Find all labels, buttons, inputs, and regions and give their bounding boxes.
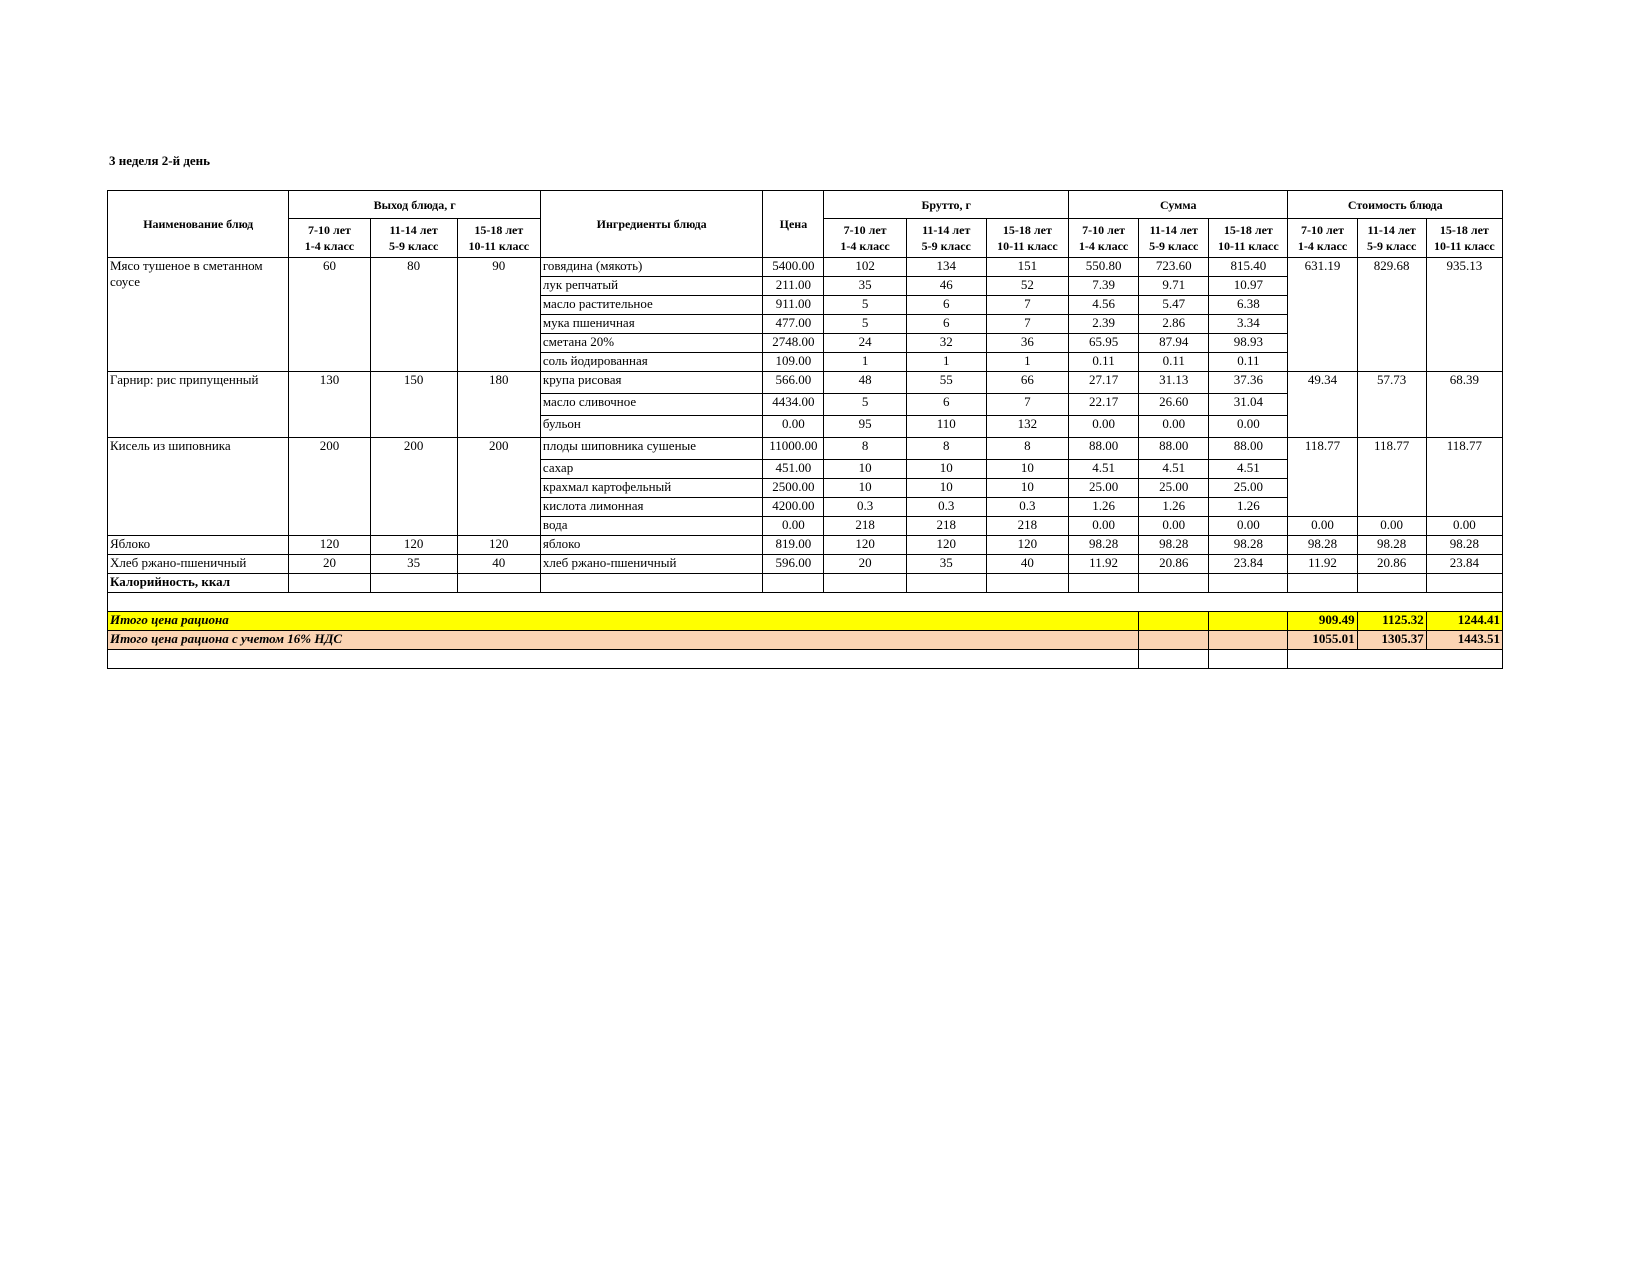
- header-age-group: [906, 219, 986, 258]
- ingredient-name: соль йодированная: [540, 353, 762, 372]
- total-row-value: 1244.41: [1426, 612, 1502, 631]
- dish-yield: 200: [457, 438, 540, 536]
- header-grade: 10-11 класс: [997, 239, 1058, 253]
- header-grade: 10-11 класс: [468, 239, 530, 253]
- header-age-group: [457, 219, 540, 258]
- dish-cost: 118.77: [1288, 438, 1357, 517]
- ingredient-price: 5400.00: [763, 258, 824, 277]
- ingredient-sum: 65.95: [1069, 334, 1139, 353]
- header-age-group: [986, 219, 1068, 258]
- ingredient-sum: 31.04: [1209, 394, 1288, 416]
- ingredient-sum: 0.00: [1069, 416, 1139, 438]
- spacer-row: [108, 593, 1503, 612]
- ingredient-sum: 0.00: [1209, 416, 1288, 438]
- empty-cell: [1288, 574, 1357, 593]
- menu-table: [107, 190, 1503, 669]
- dish-cost: 0.00: [1357, 517, 1426, 536]
- ingredient-name: лук репчатый: [540, 277, 762, 296]
- dish-cost: 11.92: [1288, 555, 1357, 574]
- dish-yield: 35: [370, 555, 457, 574]
- ingredient-sum: 550.80: [1069, 258, 1139, 277]
- empty-cell: [1426, 574, 1502, 593]
- ingredient-name: хлеб ржано-пшеничный: [540, 555, 762, 574]
- empty-cell: [457, 574, 540, 593]
- dish-name: Яблоко: [108, 536, 289, 555]
- dish-yield: 40: [457, 555, 540, 574]
- ingredient-gross: 36: [986, 334, 1068, 353]
- empty-cell: [1139, 631, 1209, 650]
- ingredient-sum: 5.47: [1139, 296, 1209, 315]
- header-dish-name: Наименование блюд: [108, 191, 289, 258]
- dish-cost: 57.73: [1357, 372, 1426, 438]
- ingredient-gross: 1: [986, 353, 1068, 372]
- header-age-group: [1069, 219, 1139, 258]
- empty-cell: [1209, 631, 1288, 650]
- ingredient-sum: 0.00: [1139, 416, 1209, 438]
- dish-cost: 829.68: [1357, 258, 1426, 372]
- ingredient-name: мука пшеничная: [540, 315, 762, 334]
- ingredient-gross: 46: [906, 277, 986, 296]
- dish-yield: 120: [370, 536, 457, 555]
- dish-name: Гарнир: рис припущенный: [108, 372, 289, 438]
- ingredient-name: яблоко: [540, 536, 762, 555]
- dish-yield: 20: [289, 555, 370, 574]
- ingredient-gross: 218: [824, 517, 906, 536]
- ingredient-gross: 55: [906, 372, 986, 394]
- ingredient-price: 596.00: [763, 555, 824, 574]
- ingredient-sum: 27.17: [1069, 372, 1139, 394]
- vat-total-row-label: Итого цена рациона с учетом 16% НДС: [108, 631, 1139, 650]
- header-dish-cost: Стоимость блюда: [1288, 191, 1503, 219]
- ingredient-sum: 1.26: [1139, 498, 1209, 517]
- empty-cell: [540, 574, 762, 593]
- ingredient-gross: 8: [906, 438, 986, 460]
- ingredient-name: вода: [540, 517, 762, 536]
- page-title: 3 неделя 2-й день: [109, 153, 211, 168]
- header-age: 7-10 лет: [843, 223, 887, 237]
- dish-yield: 120: [289, 536, 370, 555]
- ingredient-sum: 25.00: [1139, 479, 1209, 498]
- dish-yield: 150: [370, 372, 457, 438]
- ingredient-sum: 25.00: [1069, 479, 1139, 498]
- header-age-group: [1139, 219, 1209, 258]
- vat-total-row-value: 1055.01: [1288, 631, 1357, 650]
- ingredient-sum: 22.17: [1069, 394, 1139, 416]
- dish-yield: 200: [289, 438, 370, 536]
- ingredient-sum: 0.11: [1209, 353, 1288, 372]
- ingredient-gross: 218: [906, 517, 986, 536]
- header-age: 11-14 лет: [922, 223, 971, 237]
- ingredient-sum: 37.36: [1209, 372, 1288, 394]
- empty-cell: [1139, 574, 1209, 593]
- ingredient-sum: 9.71: [1139, 277, 1209, 296]
- ingredient-gross: 134: [906, 258, 986, 277]
- ingredient-price: 2500.00: [763, 479, 824, 498]
- ingredient-gross: 48: [824, 372, 906, 394]
- ingredient-price: 566.00: [763, 372, 824, 394]
- header-price: Цена: [763, 191, 824, 258]
- header-grade: 10-11 класс: [1218, 239, 1279, 253]
- ingredient-name: масло сливочное: [540, 394, 762, 416]
- ingredient-sum: 98.93: [1209, 334, 1288, 353]
- vat-total-row: [108, 631, 1503, 650]
- empty-cell: [1139, 650, 1209, 669]
- header-grade: 5-9 класс: [388, 239, 439, 253]
- ingredient-sum: 11.92: [1069, 555, 1139, 574]
- ingredient-name: крахмал картофельный: [540, 479, 762, 498]
- ingredient-gross: 5: [824, 394, 906, 416]
- header-age-group: [289, 219, 370, 258]
- empty-cell: [763, 574, 824, 593]
- ingredient-gross: 218: [986, 517, 1068, 536]
- ingredient-gross: 10: [986, 479, 1068, 498]
- header-age-group: [824, 219, 906, 258]
- ingredient-price: 911.00: [763, 296, 824, 315]
- ingredient-gross: 5: [824, 296, 906, 315]
- ingredient-price: 819.00: [763, 536, 824, 555]
- ingredient-gross: 0.3: [906, 498, 986, 517]
- ingredient-gross: 35: [824, 277, 906, 296]
- ingredient-gross: 66: [986, 372, 1068, 394]
- header-age: 15-18 лет: [1439, 223, 1489, 237]
- dish-cost: 49.34: [1288, 372, 1357, 438]
- dish-cost: 23.84: [1426, 555, 1502, 574]
- empty-cell: [1069, 574, 1139, 593]
- ingredient-sum: 88.00: [1209, 438, 1288, 460]
- ingredient-gross: 1: [824, 353, 906, 372]
- dish-cost: 0.00: [1426, 517, 1502, 536]
- ingredient-gross: 32: [906, 334, 986, 353]
- ingredient-gross: 110: [906, 416, 986, 438]
- dish-name: Хлеб ржано-пшеничный: [108, 555, 289, 574]
- ingredient-gross: 0.3: [986, 498, 1068, 517]
- table-row: [108, 438, 1503, 460]
- ingredient-gross: 10: [986, 460, 1068, 479]
- total-row-value: 909.49: [1288, 612, 1357, 631]
- header-grade: 5-9 класс: [921, 239, 971, 253]
- table-row: [108, 536, 1503, 555]
- ingredient-name: масло растительное: [540, 296, 762, 315]
- ingredient-gross: 6: [906, 394, 986, 416]
- empty-cell: [986, 574, 1068, 593]
- ingredient-sum: 4.56: [1069, 296, 1139, 315]
- ingredient-name: говядина (мякоть): [540, 258, 762, 277]
- table-row: [108, 555, 1503, 574]
- ingredient-price: 4200.00: [763, 498, 824, 517]
- ingredient-gross: 120: [906, 536, 986, 555]
- ingredient-price: 0.00: [763, 416, 824, 438]
- dish-yield: 120: [457, 536, 540, 555]
- ingredient-price: 4434.00: [763, 394, 824, 416]
- ingredient-sum: 2.86: [1139, 315, 1209, 334]
- ingredient-name: бульон: [540, 416, 762, 438]
- empty-cell: [1209, 612, 1288, 631]
- header-grade: 1-4 класс: [1078, 239, 1129, 253]
- ingredient-gross: 8: [824, 438, 906, 460]
- ingredient-sum: 87.94: [1139, 334, 1209, 353]
- header-age: 7-10 лет: [1082, 223, 1126, 237]
- spacer-row: [108, 650, 1503, 669]
- ingredient-price: 211.00: [763, 277, 824, 296]
- ingredient-sum: 0.11: [1139, 353, 1209, 372]
- header-age: 7-10 лет: [307, 223, 351, 237]
- ingredient-gross: 6: [906, 296, 986, 315]
- ingredient-sum: 10.97: [1209, 277, 1288, 296]
- dish-yield: 180: [457, 372, 540, 438]
- dish-yield: 90: [457, 258, 540, 372]
- ingredient-gross: 10: [824, 479, 906, 498]
- header-age: 15-18 лет: [1223, 223, 1273, 237]
- dish-name: Мясо тушеное в сметанном соусе: [108, 258, 289, 372]
- header-grade: 1-4 класс: [1297, 239, 1348, 253]
- total-row-label: Итого цена рациона: [108, 612, 1139, 631]
- empty-cell: [1357, 574, 1426, 593]
- empty-cell: [108, 593, 1503, 612]
- ingredient-gross: 40: [986, 555, 1068, 574]
- header-age: 11-14 лет: [389, 223, 438, 237]
- menu-body: [108, 258, 1503, 669]
- ingredient-sum: 4.51: [1209, 460, 1288, 479]
- ingredient-sum: 98.28: [1069, 536, 1139, 555]
- dish-yield: 130: [289, 372, 370, 438]
- ingredient-sum: 98.28: [1139, 536, 1209, 555]
- header-yield: Выход блюда, г: [289, 191, 541, 219]
- header-sum: Сумма: [1069, 191, 1288, 219]
- dish-cost: 98.28: [1288, 536, 1357, 555]
- ingredient-gross: 120: [824, 536, 906, 555]
- ingredient-sum: 31.13: [1139, 372, 1209, 394]
- dish-cost: 935.13: [1426, 258, 1502, 372]
- ingredient-gross: 20: [824, 555, 906, 574]
- dish-yield: 200: [370, 438, 457, 536]
- ingredient-sum: 88.00: [1139, 438, 1209, 460]
- dish-cost: 68.39: [1426, 372, 1502, 438]
- vat-total-row-value: 1443.51: [1426, 631, 1502, 650]
- header-age: 11-14 лет: [1149, 223, 1198, 237]
- ingredient-sum: 0.00: [1139, 517, 1209, 536]
- table-row: [108, 372, 1503, 394]
- ingredient-sum: 23.84: [1209, 555, 1288, 574]
- vat-total-row-value: 1305.37: [1357, 631, 1426, 650]
- empty-cell: [108, 650, 1139, 669]
- ingredient-gross: 151: [986, 258, 1068, 277]
- dish-cost: 98.28: [1357, 536, 1426, 555]
- ingredient-gross: 5: [824, 315, 906, 334]
- dish-cost: 631.19: [1288, 258, 1357, 372]
- header-age-group: [1209, 219, 1288, 258]
- ingredient-sum: 20.86: [1139, 555, 1209, 574]
- header-row-top: [108, 191, 1503, 219]
- header-grade: 1-4 класс: [840, 239, 890, 253]
- ingredient-gross: 132: [986, 416, 1068, 438]
- ingredient-price: 0.00: [763, 517, 824, 536]
- ingredient-gross: 7: [986, 296, 1068, 315]
- calories-row: [108, 574, 1503, 593]
- ingredient-name: крупа рисовая: [540, 372, 762, 394]
- header-age: 15-18 лет: [474, 223, 524, 237]
- total-row: [108, 612, 1503, 631]
- ingredient-price: 11000.00: [763, 438, 824, 460]
- ingredient-gross: 10: [906, 460, 986, 479]
- header-age-group: [1288, 219, 1357, 258]
- empty-cell: [1139, 612, 1209, 631]
- header-age-group: [1426, 219, 1502, 258]
- empty-cell: [1209, 574, 1288, 593]
- ingredient-gross: 1: [906, 353, 986, 372]
- ingredient-sum: 6.38: [1209, 296, 1288, 315]
- ingredient-sum: 88.00: [1069, 438, 1139, 460]
- header-grade: 5-9 класс: [1367, 239, 1417, 253]
- ingredient-gross: 7: [986, 315, 1068, 334]
- ingredient-price: 2748.00: [763, 334, 824, 353]
- ingredient-gross: 6: [906, 315, 986, 334]
- ingredient-sum: 0.11: [1069, 353, 1139, 372]
- empty-cell: [1288, 650, 1503, 669]
- dish-cost: 98.28: [1426, 536, 1502, 555]
- dish-yield: 80: [370, 258, 457, 372]
- ingredient-sum: 723.60: [1139, 258, 1209, 277]
- ingredient-price: 477.00: [763, 315, 824, 334]
- ingredient-gross: 10: [906, 479, 986, 498]
- header-age-group: [1357, 219, 1426, 258]
- ingredient-gross: 10: [824, 460, 906, 479]
- header-age: 11-14 лет: [1367, 223, 1416, 237]
- empty-cell: [824, 574, 906, 593]
- ingredient-name: сахар: [540, 460, 762, 479]
- dish-cost: 20.86: [1357, 555, 1426, 574]
- empty-cell: [1209, 650, 1288, 669]
- dish-cost: 0.00: [1288, 517, 1357, 536]
- ingredient-price: 109.00: [763, 353, 824, 372]
- ingredient-sum: 3.34: [1209, 315, 1288, 334]
- ingredient-sum: 98.28: [1209, 536, 1288, 555]
- header-grade: 5-9 класс: [1149, 239, 1199, 253]
- ingredient-sum: 0.00: [1209, 517, 1288, 536]
- ingredient-name: плоды шиповника сушеные: [540, 438, 762, 460]
- ingredient-sum: 26.60: [1139, 394, 1209, 416]
- empty-cell: [370, 574, 457, 593]
- ingredient-sum: 0.00: [1069, 517, 1139, 536]
- empty-cell: [289, 574, 370, 593]
- ingredient-gross: 120: [986, 536, 1068, 555]
- header-age: 7-10 лет: [1301, 223, 1344, 237]
- ingredient-sum: 7.39: [1069, 277, 1139, 296]
- ingredient-gross: 95: [824, 416, 906, 438]
- ingredient-gross: 102: [824, 258, 906, 277]
- table-row: [108, 258, 1503, 277]
- ingredient-price: 451.00: [763, 460, 824, 479]
- calories-label: Калорийность, ккал: [108, 574, 289, 593]
- total-row-value: 1125.32: [1357, 612, 1426, 631]
- ingredient-sum: 4.51: [1069, 460, 1139, 479]
- header-ingredients: Ингредиенты блюда: [540, 191, 762, 258]
- ingredient-name: кислота лимонная: [540, 498, 762, 517]
- header-grade: 10-11 класс: [1434, 239, 1495, 253]
- ingredient-sum: 25.00: [1209, 479, 1288, 498]
- ingredient-sum: 1.26: [1069, 498, 1139, 517]
- ingredient-sum: 815.40: [1209, 258, 1288, 277]
- ingredient-gross: 24: [824, 334, 906, 353]
- ingredient-gross: 0.3: [824, 498, 906, 517]
- ingredient-gross: 8: [986, 438, 1068, 460]
- ingredient-name: сметана 20%: [540, 334, 762, 353]
- ingredient-gross: 35: [906, 555, 986, 574]
- ingredient-gross: 7: [986, 394, 1068, 416]
- dish-yield: 60: [289, 258, 370, 372]
- header-grade: 1-4 класс: [304, 239, 355, 253]
- ingredient-sum: 4.51: [1139, 460, 1209, 479]
- ingredient-sum: 2.39: [1069, 315, 1139, 334]
- header-gross: Брутто, г: [824, 191, 1069, 219]
- empty-cell: [906, 574, 986, 593]
- dish-cost: 118.77: [1426, 438, 1502, 517]
- ingredient-gross: 52: [986, 277, 1068, 296]
- dish-cost: 118.77: [1357, 438, 1426, 517]
- header-age-group: [370, 219, 457, 258]
- ingredient-sum: 1.26: [1209, 498, 1288, 517]
- dish-name: Кисель из шиповника: [108, 438, 289, 536]
- header-age: 15-18 лет: [1002, 223, 1052, 237]
